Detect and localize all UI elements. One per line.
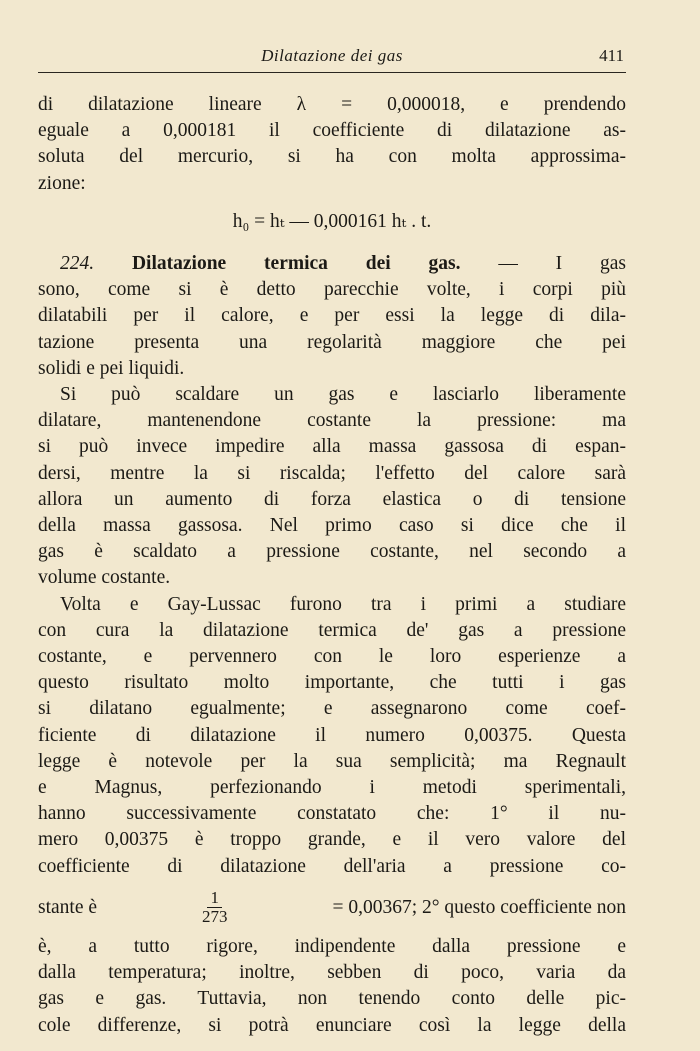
fraction-line-after: = 0,00367; 2° questo coefficiente non <box>332 896 626 918</box>
text-line: zione: <box>38 172 86 194</box>
fraction-line-before: stante è <box>38 896 98 918</box>
text-line: dilatare, mantenendone costante la pressione: ma <box>38 410 626 432</box>
text-line: sono, come si è detto parecchie volte, i corpi più <box>38 279 626 301</box>
paragraph-1 <box>38 92 626 197</box>
formula: h₀ = hₜ — 0,000161 hₜ . t. <box>232 210 432 232</box>
text-line: con cura la dilatazione termica de' gas a pressione <box>38 619 626 641</box>
text-line: cole differenze, si potrà enunciare così la legge della <box>38 1014 626 1036</box>
text-line: dalla temperatura; inoltre, sebben di poco, varia da <box>38 962 626 984</box>
text-line: solidi e pei liquidi. <box>38 357 185 379</box>
section-title: Dilatazione termica dei gas. <box>131 253 461 275</box>
text-line: costante, e pervennero con le loro esperienze a <box>38 646 626 668</box>
text-line: soluta del mercurio, si ha con molta approssima- <box>38 146 626 168</box>
section-heading-line <box>38 251 626 277</box>
text-line: ficiente di dilatazione il numero 0,00375. Questa <box>38 724 626 746</box>
text-line: hanno successivamente constatato che: 1° il nu- <box>38 803 626 825</box>
text-line: legge è notevole per la sua semplicità; ma Regnault <box>38 750 626 772</box>
text-line: allora un aumento di forza elastica o di tensione <box>38 488 626 510</box>
text-line: gas e gas. Tuttavia, non tenendo conto delle pic- <box>38 988 626 1010</box>
text-line: volume costante. <box>38 567 171 589</box>
body-text <box>38 92 626 1039</box>
section-224 <box>38 251 626 382</box>
header-rule <box>38 72 626 73</box>
text-line: è, a tutto rigore, indipendente dalla pressione e <box>38 935 626 957</box>
paragraph-2 <box>38 382 626 592</box>
text-line: e Magnus, perfezionando i metodi sperimentali, <box>38 777 626 799</box>
fraction-numerator: 1 <box>207 889 222 908</box>
text-line: dilatabili per il calore, e per essi la legge di dila- <box>38 305 626 327</box>
header-title: Dilatazione dei gas <box>261 46 403 65</box>
running-header <box>38 42 626 70</box>
section-number: 224. <box>60 253 95 275</box>
text-line: eguale a 0,000181 il coefficiente di dilatazione as- <box>38 120 626 142</box>
page-number: 411 <box>599 46 624 65</box>
section-first-line-rest: — I gas <box>498 253 626 275</box>
text-line: questo risultato molto importante, che tutti i gas <box>38 672 626 694</box>
text-line: gas è scaldato a pressione costante, nel secondo a <box>38 541 626 563</box>
text-line: coefficiente di dilatazione dell'aria a pressione co- <box>38 855 626 877</box>
fraction-line <box>38 884 626 932</box>
paragraph-3 <box>38 592 626 1039</box>
text-line: si dilatano egualmente; e assegnarono come coef- <box>38 698 626 720</box>
text-line: mero 0,00375 è troppo grande, e il vero valore del <box>38 829 626 851</box>
text-line: Si può scaldare un gas e lasciarlo liberamente <box>60 384 626 406</box>
text-line: Volta e Gay-Lussac furono tra i primi a studiare <box>60 593 626 615</box>
fraction-denominator: 273 <box>201 907 228 927</box>
text-line: dersi, mentre la si riscalda; l'effetto del calore sarà <box>38 462 626 484</box>
text-line: di dilatazione lineare λ = 0,000018, e prendendo <box>38 94 626 115</box>
text-line: si può invece impedire alla massa gassosa di espan- <box>38 436 626 458</box>
text-line: tazione presenta una regolarità maggiore che pei <box>38 331 626 353</box>
text-line: della massa gassosa. Nel primo caso si dice che il <box>38 515 626 537</box>
fraction <box>199 889 231 926</box>
